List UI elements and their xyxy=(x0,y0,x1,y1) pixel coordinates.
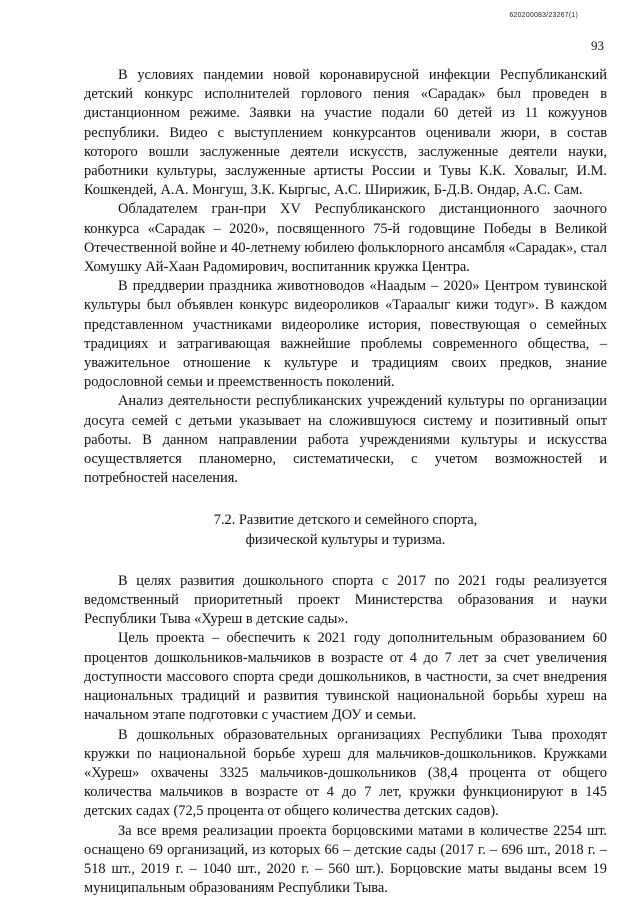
paragraph-saradak-contest: В условиях пандемии новой коронавирусной инфекции Республиканский детский конкурс исполнителей горлового пения «Сарадак» был проведен в дистанционном режиме. Заявки на участие подали 60 детей из 11 кожуунов республики. Видео с выступлением конкурсантов оценивали жюри, в состав которого вошли заслуженные деятели искусств, заслуженные деятели науки, работники культуры, заслуженные артисты России и Тувы К.К. Ховалыг, И.М. Кошкендей, А.А. Монгуш, З.К. Кыргыс, А.С. Ширижик, Б-Д.В. Ондар, А.С. Сам. xyxy=(84,67,607,199)
document-id: 620200083/23267(1) xyxy=(509,12,578,19)
page-body xyxy=(84,66,607,898)
page-number: 93 xyxy=(591,38,604,53)
paragraph-preschool-sport: В целях развития дошкольного спорта с 2017 по 2021 годы реализуется ведомственный приоритетный проект Министерства образования и науки Республики Тыва «Хуреш в детские сады». xyxy=(84,572,607,628)
section-heading xyxy=(84,511,607,549)
section-heading-line-1: 7.2. Развитие детского и семейного спорта, xyxy=(213,512,478,529)
paragraph-khuresh-clubs: В дошкольных образовательных организациях Республики Тыва проходят кружки по национальной борьбе хуреш для мальчиков-дошкольников. Кружками «Хуреш» охвачены 3325 мальчиков-дошкольников (38,4 процента от общего количества мальчиков в возрасте от 4 до 7 лет, кружки функционируют в 145 детских садах (72,5 процента от общего количества детских садов). xyxy=(84,726,607,820)
section-heading-line-2: физической культуры и туризма. xyxy=(245,531,446,548)
paragraph-project-goal: Цель проекта – обеспечить к 2021 году дополнительным образованием 60 процентов дошкольников-мальчиков в возрасте от 4 до 7 лет за счет увеличения доступности массового спорта среди дошкольников, в частности, за счет внедрения национальных традиций и развития тувинской национальной борьбы хуреш на начальном этапе подготовки с участием ДОУ и семьи. xyxy=(84,630,607,724)
paragraph-naadym-video-contest: В преддверии праздника животноводов «Наадым – 2020» Центром тувинской культуры был объявлен конкурс видеороликов «Тараалыг кижи тодуг». В каждом представленном участниками видеоролике история, повествующая о семейных традициях и затрагивающая важнейшие проблемы современного общества, – уважительное отношение к культуре и традициям своих предков, знание родословной семьи и преемственность поколений. xyxy=(84,278,607,391)
paragraph-wrestling-mats: За все время реализации проекта борцовскими матами в количестве 2254 шт. оснащено 69 организаций, из которых 66 – детские сады (2017 г. – 696 шт., 2018 г. – 518 шт., 2019 г. – 1040 шт., 2020 г. – 560 шт.). Борцовские маты выданы всем 19 муниципальным образованиям Республики Тыва. xyxy=(84,822,607,897)
paragraph-culture-analysis: Анализ деятельности республиканских учреждений культуры по организации досуга семей с детьми указывает на сложившуюся систему и позитивный опыт работы. В данном направлении работа учреждениями культуры и искусства осуществляется планомерно, систематически, с учетом возможностей и потребностей населения. xyxy=(84,393,607,487)
paragraph-grand-prix: Обладателем гран-при XV Республиканского дистанционного заочного конкурса «Сарадак – 2020», посвященного 75-й годовщине Победы в Великой Отечественной войне и 40-летнему юбилею фольклорного ансамбля «Сарадак», стал Хомушку Ай-Хаан Радомирович, воспитанник кружка Центра. xyxy=(84,201,607,276)
